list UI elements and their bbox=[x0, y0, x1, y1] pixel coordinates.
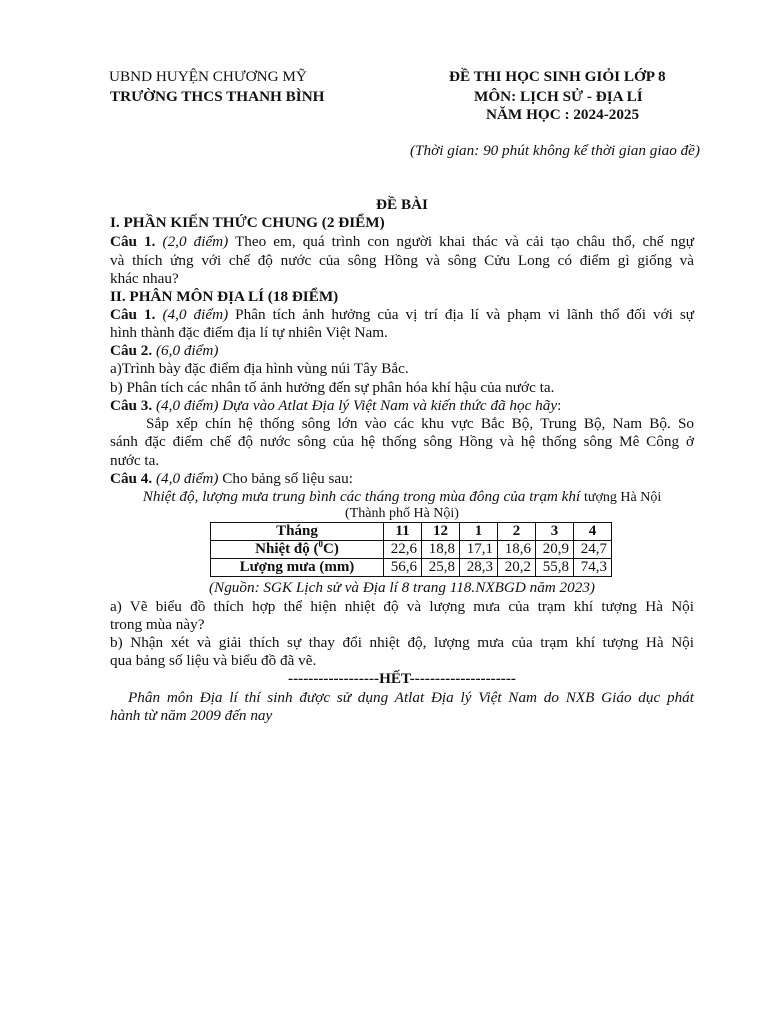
table-header-cell: Tháng bbox=[211, 523, 384, 541]
question-points: (2,0 điểm) bbox=[162, 233, 229, 250]
question-points: (4,0 điểm) Dựa vào Atlat Địa lý Việt Nam và kiến thức đã học hãy bbox=[156, 397, 558, 414]
question-text: Phân tích ảnh hưởng của vị trí địa lí và phạm vi lãnh thổ đối với sự bbox=[235, 306, 694, 323]
question-points: (6,0 điểm) bbox=[156, 342, 219, 359]
table-caption-line2: (Thành phố Hà Nội) bbox=[345, 506, 459, 521]
table-row bbox=[211, 541, 612, 559]
question-colon: : bbox=[557, 397, 562, 414]
table-header-cell: 1 bbox=[460, 523, 498, 541]
question-label: Câu 1. bbox=[110, 233, 156, 250]
part2-q4-a-line2: trong mùa này? bbox=[110, 616, 205, 633]
part2-q2-b: b) Phân tích các nhân tố ảnh hưởng đến sự phân hóa khí hậu của nước ta. bbox=[110, 379, 555, 396]
question-label: Câu 2. bbox=[110, 342, 153, 359]
part1-q1-line1 bbox=[110, 233, 694, 251]
part1-q1-line2: và thích ứng với chế độ nước của sông Hồng và sông Cửu Long có điểm gì giống và bbox=[110, 252, 694, 269]
table-cell: 55,8 bbox=[536, 559, 574, 577]
table-header-cell: 11 bbox=[384, 523, 422, 541]
footer-note-line2: hành từ năm 2009 đến nay bbox=[110, 707, 273, 724]
table-header-row bbox=[211, 523, 612, 541]
table-row-label: Nhiệt độ ($^0$C) bbox=[211, 541, 384, 559]
part1-q1-line3: khác nhau? bbox=[110, 270, 179, 287]
table-header-cell: 4 bbox=[574, 523, 612, 541]
table-caption-italic: Nhiệt độ, lượng mưa trung bình các tháng trong mùa đông của trạm khí bbox=[142, 488, 581, 505]
table-cell: 20,9 bbox=[536, 541, 574, 559]
table-cell: 22,6 bbox=[384, 541, 422, 559]
table-cell: 28,3 bbox=[460, 559, 498, 577]
table-cell: 17,1 bbox=[460, 541, 498, 559]
table-source: (Nguồn: SGK Lịch sử và Địa lí 8 trang 118.NXBGD năm 2023) bbox=[209, 579, 595, 596]
part2-q3-line2: sánh đặc điểm chế độ nước sông của hệ thống sông Hồng và hệ thống sông Mê Công ở bbox=[110, 433, 694, 450]
part2-q3-line3: nước ta. bbox=[110, 452, 160, 469]
question-label: Câu 4. bbox=[110, 470, 153, 487]
table-header-cell: 12 bbox=[422, 523, 460, 541]
part2-q1-line1 bbox=[110, 306, 694, 324]
header-right-line3: NĂM HỌC : 2024-2025 bbox=[486, 106, 640, 123]
part2-q3-line1: Sắp xếp chín hệ thống sông lớn vào các khu vực Bắc Bộ, Trung Bộ, Nam Bộ. So bbox=[146, 415, 694, 432]
question-points: (4,0 điểm) bbox=[156, 470, 219, 487]
table-cell: 18,6 bbox=[498, 541, 536, 559]
question-label: Câu 1. bbox=[110, 306, 156, 323]
time-note: (Thời gian: 90 phút không kể thời gian giao đề) bbox=[410, 142, 700, 159]
table-cell: 25,8 bbox=[422, 559, 460, 577]
end-marker: ------------------HẾT--------------------- bbox=[288, 670, 516, 687]
part2-q3-header bbox=[110, 397, 561, 415]
footer-note-line1: Phân môn Địa lí thí sinh được sử dụng Atlat Địa lý Việt Nam do NXB Giáo dục phát bbox=[128, 689, 694, 706]
header-right-line1: ĐỀ THI HỌC SINH GIỎI LỚP 8 bbox=[449, 68, 666, 85]
table-row-label: Lượng mưa (mm) bbox=[211, 559, 384, 577]
part2-heading: II. PHÂN MÔN ĐỊA LÍ (18 ĐIỂM) bbox=[110, 288, 339, 305]
table-cell: 56,6 bbox=[384, 559, 422, 577]
part2-q4-header bbox=[110, 470, 353, 488]
part2-q2-header bbox=[110, 342, 218, 360]
table-caption-normal: tượng Hà Nội bbox=[584, 490, 662, 505]
question-text: Cho bảng số liệu sau: bbox=[222, 470, 353, 487]
table-row bbox=[211, 559, 612, 577]
table-cell: 24,7 bbox=[574, 541, 612, 559]
header-left-line2: TRƯỜNG THCS THANH BÌNH bbox=[110, 88, 325, 105]
question-text: Theo em, quá trình con người khai thác và cải tạo châu thổ, chế ngự bbox=[235, 233, 695, 250]
part2-q4-b-line2: qua bảng số liệu và biểu đồ đã vẽ. bbox=[110, 652, 317, 669]
table-header-cell: 2 bbox=[498, 523, 536, 541]
page-title: ĐỀ BÀI bbox=[376, 196, 428, 213]
part2-q4-a-line1: a) Vẽ biểu đồ thích hợp thể hiện nhiệt độ và lượng mưa của trạm khí tượng Hà Nội bbox=[110, 598, 694, 615]
header-right-line2: MÔN: LỊCH SỬ - ĐỊA LÍ bbox=[474, 88, 643, 105]
part2-q2-a: a)Trình bày đặc điểm địa hình vùng núi Tây Bắc. bbox=[110, 360, 409, 377]
part2-q4-b-line1: b) Nhận xét và giải thích sự thay đổi nhiệt độ, lượng mưa của trạm khí tượng Hà Nội bbox=[110, 634, 694, 651]
data-table bbox=[210, 522, 612, 577]
question-label: Câu 3. bbox=[110, 397, 153, 414]
part2-q1-line2: hình thành đặc điểm địa lí tự nhiên Việt Nam. bbox=[110, 324, 388, 341]
table-cell: 18,8 bbox=[422, 541, 460, 559]
header-left-line1: UBND HUYỆN CHƯƠNG MỸ bbox=[109, 68, 307, 85]
table-cell: 74,3 bbox=[574, 559, 612, 577]
table-cell: 20,2 bbox=[498, 559, 536, 577]
question-points: (4,0 điểm) bbox=[162, 306, 229, 323]
part1-heading: I. PHẦN KIẾN THỨC CHUNG (2 ĐIỂM) bbox=[110, 214, 385, 231]
table-header-cell: 3 bbox=[536, 523, 574, 541]
